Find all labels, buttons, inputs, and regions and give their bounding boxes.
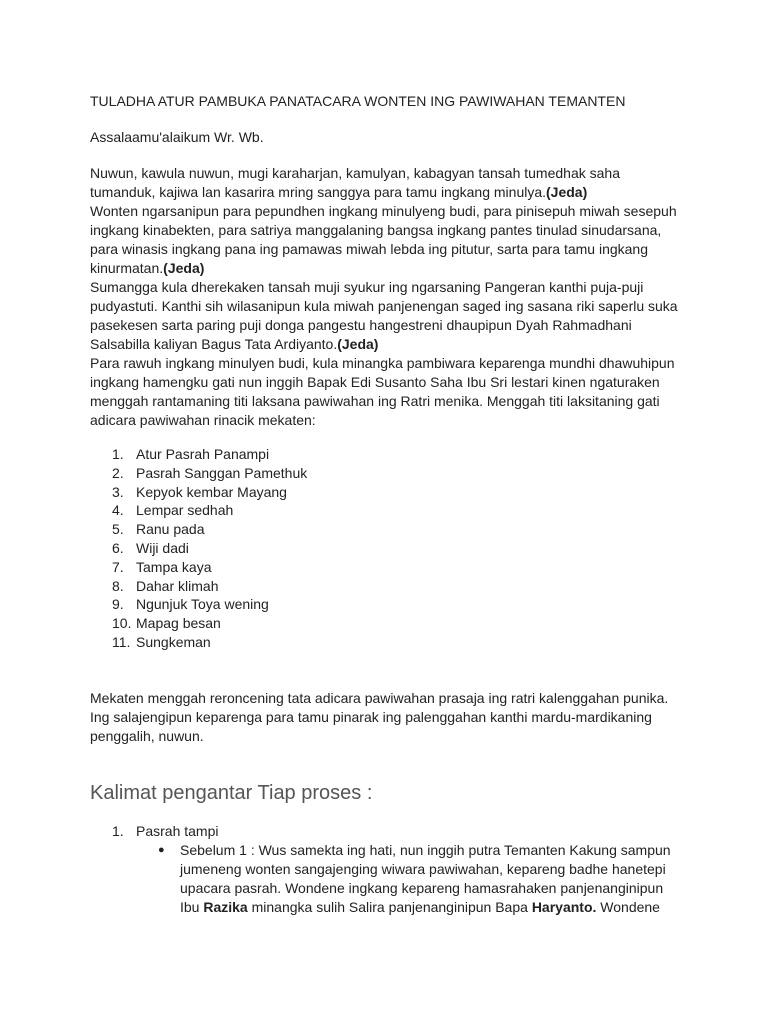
list-number: 1. [112,446,124,462]
paragraph-3-text: Sumangga kula dherekaken tansah muji syukur ing ngarsaning Pangeran kanthi puja-puji pudyastuti. Kanthi sih wilasanipun kula miwah panjenengan saged ing sasana riki saperlu suka pasekesen sarta paring puji donga pangestu hangestreni dhaupipun Dyah Rahmadhani Salsabilla kaliyan Bagus Tata Ardiyanto. [90,279,678,352]
process-title-row [112,822,678,841]
list-item [90,483,678,502]
paragraph-1-text: Nuwun, kawula nuwun, mugi karaharjan, kamulyan, kabagyan tansah tumedhak saha tumanduk, kajiwa lan kasarira mring sanggya para tamu ingkang minulya. [90,165,620,200]
list-number: 8. [112,577,124,594]
paragraph-4: Para rawuh ingkang minulyen budi, kula minangka pambiwara keparenga mundhi dhawuhipun ingkang hamengku gati nun inggih Bapak Edi Susanto Saha Ibu Sri lestari kinen ngaturaken menggah rantamaning titi laksana pawiwahan ing Ratri menika. Menggah titi laksitaning gati adicara pawiwahan rinacik mekaten: [90,355,675,428]
bullet-icon: ● [158,843,165,856]
list-number: 7. [112,558,124,575]
list-label: Atur Pasrah Panampi [136,446,270,462]
list-number: 6. [112,539,124,556]
list-number: 1. [112,822,124,839]
list-label: Dahar klimah [136,577,219,594]
list-number: 9. [112,596,124,613]
sub-text-a: Sebelum 1 : Wus samekta ing hati, nun inggih putra Temanten Kakung sampun jumeneng wonten sangajenging wiwara pawiwahan, kepareng badhe hanetepi upacara pasrah. Wondene ingkang kepareng hamasrahaken panjenanginipun Ibu [180,841,671,915]
list-number: 10. [112,615,132,632]
document-title: TULADHA ATUR PAMBUKA PANATACARA WONTEN ING PAWIWAHAN TEMANTEN [90,93,626,109]
list-item [90,520,678,539]
list-label: Pasrah Sanggan Pamethuk [136,464,308,481]
closing-paragraph: Mekaten menggah reroncening tata adicara pawiwahan prasaja ing ratri kalenggahan punika. Ing salajengipun keparenga para tamu pinarak ing palenggahan kanthi mardu-mardikaning penggalih, nuwun. [90,689,669,744]
jeda-marker: (Jeda) [337,336,379,352]
list-label: Mapag besan [136,615,221,632]
list-label: Ranu pada [136,521,205,538]
list-item [90,577,678,596]
list-label: Kepyok kembar Mayang [136,483,287,500]
paragraph-2 [90,202,678,278]
jeda-marker: (Jeda) [163,260,205,276]
process-title: Pasrah tampi [136,822,219,839]
sub-item-text [180,841,678,917]
list-item [90,539,678,558]
paragraph-3 [90,278,678,354]
process-sublist [112,841,678,917]
process-list [90,822,678,917]
paragraph-1 [90,164,678,202]
greeting: Assalaamu'alaikum Wr. Wb. [90,129,264,145]
list-item [90,501,678,520]
jeda-marker: (Jeda) [546,184,588,200]
list-number: 5. [112,521,124,538]
list-item [90,445,678,464]
paragraph-2-text: Wonten ngarsanipun para pepundhen ingkang minulyeng budi, para pinisepuh miwah sesepuh ingkang kinabekten, para satriya manggalaning bangsa ingkang pantes tinulad sinudarsana, para winasis ingkang pana ing pamawas miwah lebda ing pitutur, sarta para tamu ingkang kinurmatan. [90,203,677,276]
list-number: 2. [112,464,124,481]
list-item [90,558,678,577]
list-item [90,633,678,652]
list-item [90,614,678,633]
list-item [90,464,678,483]
name-razika: Razika [203,898,248,915]
agenda-list [90,445,678,652]
list-label: Lempar sedhah [136,502,234,519]
list-label: Sungkeman [136,633,211,650]
section-heading: Kalimat pengantar Tiap proses : [90,781,373,804]
sub-text-b: minangka sulih Salira panjenanginipun Bapa [247,898,532,915]
list-item [90,595,678,614]
list-number: 11. [112,633,131,650]
list-number: 3. [112,483,124,500]
sub-list-item [158,841,678,917]
list-label: Wiji dadi [136,539,189,556]
sub-text-c: Wondene [596,898,660,915]
process-item [90,822,678,917]
list-label: Ngunjuk Toya wening [136,596,269,613]
opening-paragraphs [90,164,678,430]
name-haryanto: Haryanto. [531,898,597,915]
list-label: Tampa kaya [136,558,212,575]
list-number: 4. [112,502,124,519]
